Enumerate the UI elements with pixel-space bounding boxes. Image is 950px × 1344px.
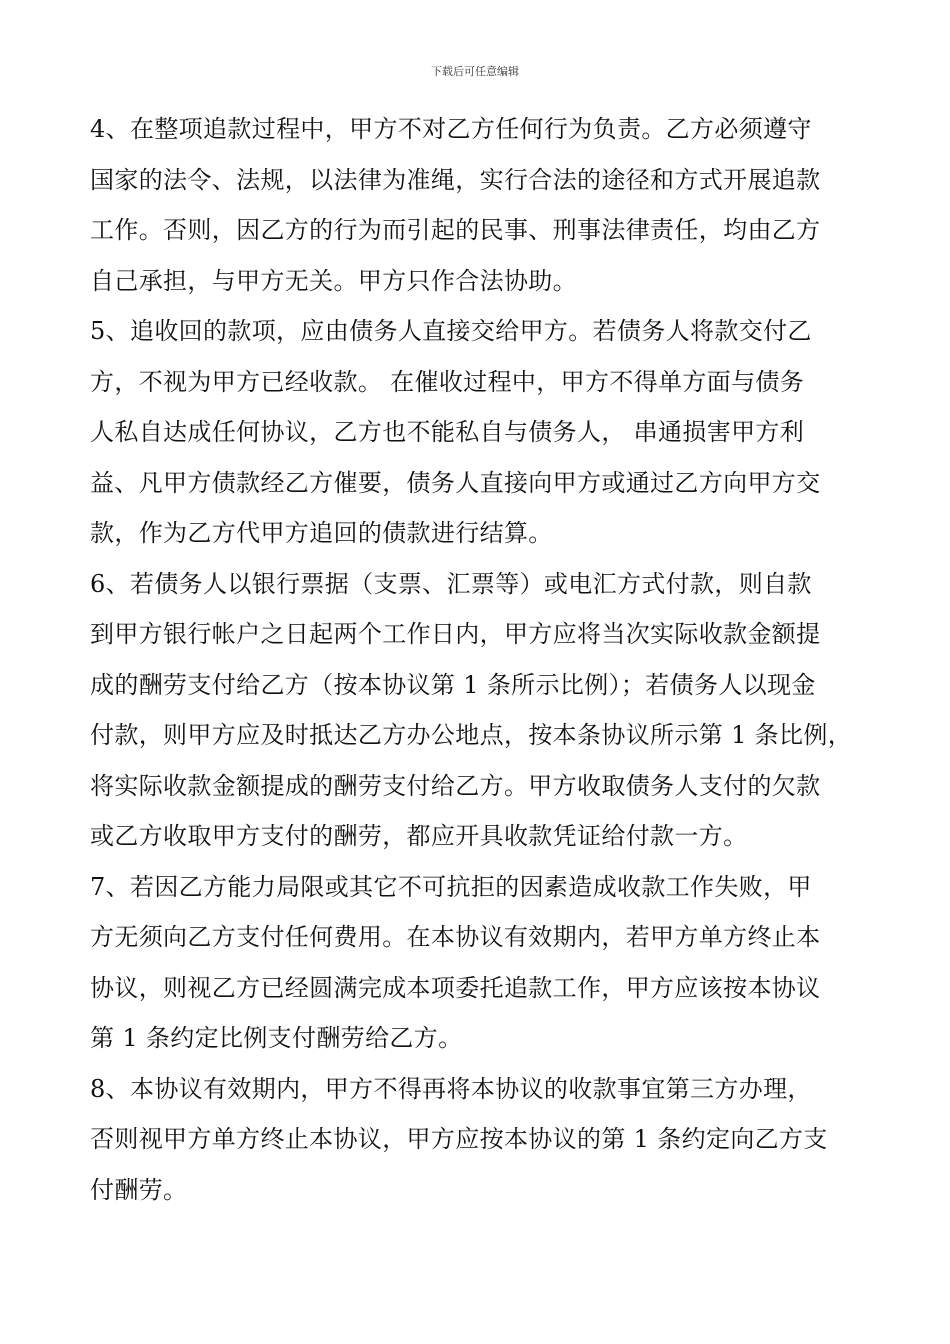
text-line: 益、凡甲方债款经乙方催要，债务人直接向甲方或通过乙方向甲方交 [90, 468, 821, 497]
text-line: 付款，则甲方应及时抵达乙方办公地点，按本条协议所示第 1 条比例， [90, 721, 853, 749]
page-header-note: 下载后可任意编辑 [431, 65, 519, 78]
text-line: 协议，则视乙方已经圆满完成本项委托追款工作，甲方应该按本协议 [90, 973, 821, 1002]
text-line: 成的酬劳支付给乙方（按本协议第 1 条所示比例）；若债务人以现金 [90, 670, 816, 699]
text-line: 自己承担，与甲方无关。甲方只作合法协助。 [90, 266, 577, 295]
text-line: 5、追收回的款项，应由债务人直接交给甲方。若债务人将款交付乙 [90, 317, 812, 345]
text-line: 将实际收款金额提成的酬劳支付给乙方。甲方收取债务人支付的欠款 [90, 771, 821, 800]
text-line: 4、在整项追款过程中，甲方不对乙方任何行为负责。乙方必须遵守 [90, 115, 812, 143]
text-line: 6、若债务人以银行票据（支票、汇票等）或电汇方式付款，则自款 [90, 569, 812, 598]
text-line: 8、本协议有效期内，甲方不得再将本协议的收款事宜第三方办理， [90, 1074, 812, 1103]
document-body [90, 104, 870, 1215]
text-line: 第 1 条约定比例支付酬劳给乙方。 [90, 1024, 463, 1052]
text-line: 7、若因乙方能力局限或其它不可抗拒的因素造成收款工作失败，甲 [90, 872, 812, 901]
text-line: 方无须向乙方支付任何费用。在本协议有效期内，若甲方单方终止本 [90, 923, 821, 951]
text-line: 到甲方银行帐户之日起两个工作日内，甲方应将当次实际收款金额提 [90, 620, 821, 648]
text-line: 否则视甲方单方终止本协议，甲方应按本协议的第 1 条约定向乙方支 [90, 1125, 828, 1153]
text-line: 付酬劳。 [90, 1175, 188, 1204]
text-line: 款，作为乙方代甲方追回的债款进行结算。 [90, 519, 553, 547]
text-line: 或乙方收取甲方支付的酬劳，都应开具收款凭证给付款一方。 [90, 822, 748, 850]
text-line: 工作。否则，因乙方的行为而引起的民事、刑事法律责任，均由乙方 [90, 216, 821, 244]
text-line: 方，不视为甲方已经收款。 在催收过程中，甲方不得单方面与债务 [90, 367, 805, 396]
text-line: 国家的法令、法规，以法律为准绳，实行合法的途径和方式开展追款 [90, 165, 821, 194]
text-line: 人私自达成任何协议，乙方也不能私自与债务人， 串通损害甲方利 [90, 418, 805, 446]
